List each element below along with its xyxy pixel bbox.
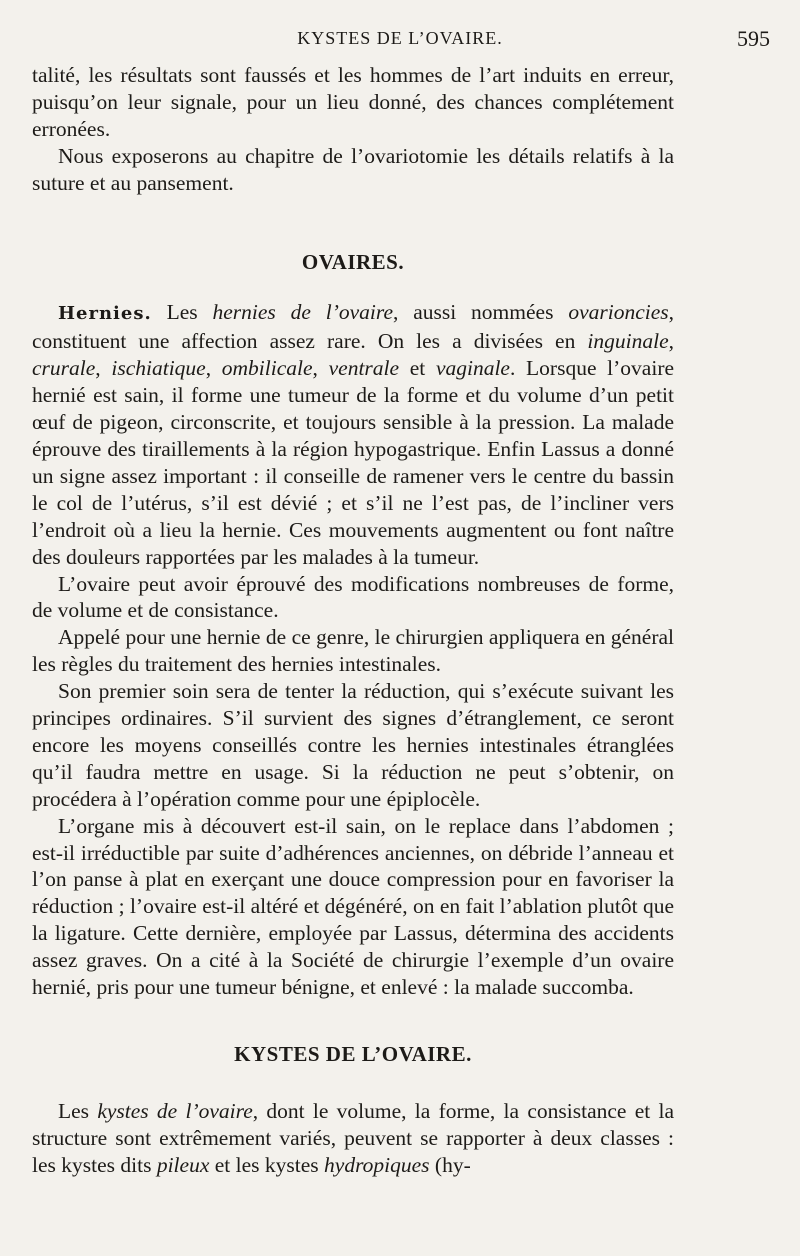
paragraph-organe: L’organe mis à découvert est-il sain, on le replace dans l’abdomen ; est-il irréductible par suite d’adhérences anciennes, on débride l’anneau et l’on panse à plat en exerçant une douce compression pour en favoriser la réduction ; l’ovaire est-il altéré et dégénéré, on en fait l’ablation plutôt que la ligature. Cette dernière, employée par Lassus, détermina des accidents assez graves. On a cité à la Société de chirurgie l’exemple d’un ovaire hernié, pris pour une tumeur bénigne, et enlevé : la malade succomba. [32, 813, 674, 1000]
text-run: Les [58, 1098, 98, 1123]
section-title-kystes: KYSTES DE L’OVAIRE. [234, 1042, 472, 1066]
italic-run: hernies de l’ovaire [212, 300, 393, 325]
italic-run: ischiatique [111, 356, 206, 381]
page-number: 595 [737, 26, 770, 51]
text-run: et les kystes [209, 1152, 325, 1177]
running-head [30, 28, 770, 58]
paragraph-continuation: talité, les résultats sont faussés et les hommes de l’art induits en erreur, puisqu’on leur signale, pour un lieu donné, des chances complétement erronées. [32, 63, 674, 141]
paragraph-reduction: Son premier soin sera de tenter la réduction, qui s’exécute suivant les principes ordinaires. S’il survient des signes d’étranglement, ce seront encore les moyens conseillés contre les hernies intestinales étranglées qu’il faudra mettre en usage. Si la réduction ne peut s’obtenir, on procédera à l’opération comme pour une épiplocèle. [32, 679, 674, 811]
text-run: , [205, 356, 222, 381]
paragraph-kystes [32, 1098, 674, 1179]
italic-run: kystes de l’ovaire [97, 1098, 253, 1123]
running-title: KYSTES DE L’OVAIRE. [297, 28, 503, 48]
paragraph-hernies [32, 299, 674, 570]
italic-run: crurale [32, 356, 96, 381]
italic-run: ventrale [328, 356, 400, 381]
text-run: . Lorsque l’ovaire hernié est sain, il forme une tumeur de la forme et du volume d’un petit œuf de pigeon, circonscrite, et toujours sensible à la pression. La malade éprouve des tiraillements à la région hypogastrique. Enfin Lassus a donné un signe assez important : il conseille de ramener vers le centre du bassin le col de l’utérus, s’il est dévié ; et s’il ne l’est pas, de l’incliner vers l’endroit où a lieu la hernie. Ces mouvements augmentent ou font naître des douleurs rapportées par les malades à la tumeur. [32, 356, 675, 569]
text-run: , [668, 329, 674, 354]
italic-run: pileux [156, 1152, 210, 1177]
text-run: , [95, 356, 112, 381]
paragraph-lead: Hernies. [58, 303, 152, 325]
italic-run: vaginale [435, 356, 510, 381]
page-body [32, 62, 674, 1179]
italic-run: hydropiques [324, 1152, 430, 1177]
text-run: Les [151, 300, 213, 325]
text-run: , aussi nommées [393, 300, 569, 325]
text-run: et [399, 356, 436, 381]
paragraph-traitement: Appelé pour une hernie de ce genre, le chirurgien appliquera en général les règles du traitement des hernies intestinales. [32, 625, 674, 677]
text-run: , [312, 356, 329, 381]
section-title-ovaires: OVAIRES. [301, 249, 405, 274]
text-run: (hy- [429, 1152, 471, 1177]
italic-run: ovarioncies [568, 300, 669, 325]
paragraph-suture: Nous exposerons au chapitre de l’ovariotomie les détails relatifs à la suture et au pansement. [32, 143, 674, 195]
text-run: , constituent une affection assez rare. On les a divisées en [32, 300, 674, 354]
italic-run: inguinale [587, 329, 669, 354]
italic-run: ombilicale [221, 356, 313, 381]
text-run: , dont le volume, la forme, la consistance et la structure sont extrêmement variés, peuvent se rapporter à deux classes : les kystes dits [32, 1098, 675, 1177]
paragraph-modifications: L’ovaire peut avoir éprouvé des modifications nombreuses de forme, de volume et de consistance. [32, 571, 674, 623]
